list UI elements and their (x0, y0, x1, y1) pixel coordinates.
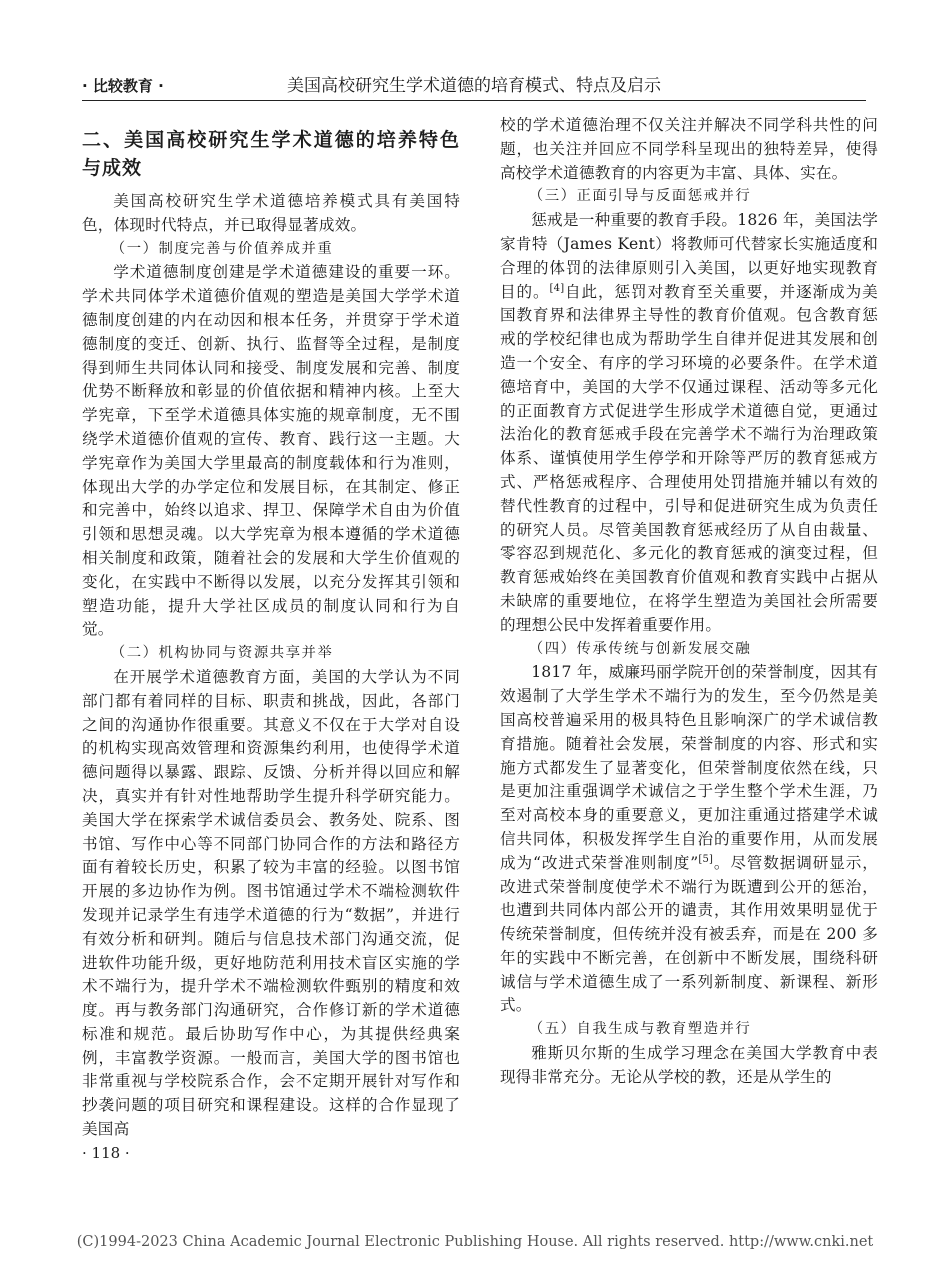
paragraph-sub4-part2: 。尽管数据调研显示，改进式荣誉制度使学术不端行为既遭到公开的惩治，也遭到共同体内部公开的谴责，其作用效果明显优于传统荣誉制度，但传统并没有被丢弃，而是在 200 多年的实践中不断完善，在创新中不断发展，围绕科研诚信与学术道德生成了一系列新制度、新课程、新形式。 (500, 853, 878, 1015)
header-rule (82, 100, 866, 101)
subsection-heading-5: （五）自我生成与教育塑造并行 (528, 1021, 752, 1038)
paragraph-sub3-part2: 自此，惩罚对教育至关重要，并逐渐成为美国教育界和法律界主导性的教育价值观。包含教育惩戒的学校纪律也成为帮助学生自律并促进其发展和创造一个安全、有序的学习环境的必要条件。在学术道德培育中，美国的大学不仅通过课程、活动等多元化的正面教育方式促进学生形成学术道德自觉，更通过法治化的教育惩戒手段在完善学术不端行为治理政策体系、谨慎使用学生停学和开除等严厉的教育惩戒方式、严格惩戒程序、合理使用处罚措施并辅以有效的替代性教育的过程中，引导和促进研究生成为负责任的研究人员。尽管美国教育惩戒经历了从自由裁量、零容忍到规范化、多元化的教育惩戒的演变过程，但教育惩戒始终在美国教育价值观和教育实践中占据从未缺席的重要地位，在将学生塑造为美国社会所需要的理想公民中发挥着重要作用。 (500, 282, 878, 634)
paragraph-sub4-part1: 1817 年，威廉玛丽学院开创的荣誉制度，因其有效遏制了大学生学术不端行为的发生，至今仍然是美国高校普遍采用的极具特色且影响深广的学术诚信教育措施。随着社会发展，荣誉制度的内容、形式和实施方式都发生了显著变化，但荣誉制度依然在线，只是更加注重强调学术诚信之于学生整个学术生涯，乃至对高校本身的重要意义，更加注重通过搭建学术诚信共同体，积极发挥学生自治的重要作用，从而发展成为“改进式荣誉准则制度” (500, 663, 878, 872)
paragraph-sub3-part1: 惩戒是一种重要的教育手段。1826 年，美国法学家肯特（James Kent）将教师可代替家长实施适度和合理的体罚的法律原则引入美国，以更好地实现教育目的。 (500, 211, 878, 301)
section-title: 二、美国高校研究生学术道德的培养特色与成效 (82, 129, 460, 179)
subsection-heading-3: （三）正面引导与反面惩戒并行 (528, 188, 752, 205)
running-header (82, 74, 866, 98)
page-number: · 118 · (82, 1144, 130, 1162)
journal-section-label: · 比较教育 · (82, 77, 164, 95)
intro-paragraph: 美国高校研究生学术道德培养模式具有美国特色，体现时代特点，并已取得显著成效。 (82, 192, 460, 234)
copyright-notice: (C)1994-2023 China Academic Journal Electronic Publishing House. All rights reserved. http://www.cnki.net (76, 1234, 874, 1250)
paragraph-sub3 (500, 209, 878, 637)
subsection-heading-1: （一）制度完善与价值养成并重 (110, 240, 334, 257)
paragraph-sub5: 雅斯贝尔斯的生成学习理念在美国大学教育中表现得非常充分。无论从学校的教，还是从学生的 (500, 1044, 878, 1086)
right-column (500, 114, 878, 1090)
paragraph-sub2: 在开展学术道德教育方面，美国的大学认为不同部门都有着同样的目标、职责和挑战，因此，各部门之间的沟通协作很重要。其意义不仅在于大学对自设的机构实现高效管理和资源集约利用，也使得学术道德问题得以暴露、跟踪、反馈、分析并得以回应和解决，真实并有针对性地帮助学生提升科学研究能力。美国大学在探索学术诚信委员会、教务处、院系、图书馆、写作中心等不同部门协同合作的方法和路径方面有着较长历史，积累了较为丰富的经验。以图书馆开展的多边协作为例。图书馆通过学术不端检测软件发现并记录学生有违学术道德的行为“数据”，并进行有效分析和研判。随后与信息技术部门沟通交流，促进软件功能升级，更好地防范利用技术盲区实施的学术不端行为，提升学术不端检测软件甄别的精度和效度。再与教务部门沟通研究，合作修订新的学术道德标准和规范。最后协助写作中心，为其提供经典案例，丰富教学资源。一般而言，美国大学的图书馆也非常重视与学校院系合作，会不定期开展针对写作和抄袭问题的项目研究和课程建设。这样的合作显现了美国高 (82, 667, 460, 1139)
subsection-heading-4: （四）传承传统与创新发展交融 (528, 640, 752, 657)
citation-5: [5] (698, 853, 714, 865)
citation-4: [4] (549, 282, 565, 294)
running-title: 美国高校研究生学术道德的培育模式、特点及启示 (287, 76, 661, 96)
paragraph-sub1: 学术道德制度创建是学术道德建设的重要一环。学术共同体学术道德价值观的塑造是美国大学学术道德制度创建的内在动因和根本任务，并贯穿于学术道德制度的变迁、创新、执行、监督等全过程，是制度得到师生共同体认同和接受、制度发展和完善、制度优势不断释放和彰显的价值依据和精神内核。上至大学宪章，下至学术道德具体实施的规章制度，无不围绕学术道德价值观的宣传、教育、践行这一主题。大学宪章作为美国大学里最高的制度载体和行为准则，体现出大学的办学定位和发展目标，在其制定、修正和完善中，始终以追求、捍卫、保障学术自由为价值引领和思想灵魂。以大学宪章为根本遵循的学术道德相关制度和政策，随着社会的发展和大学生价值观的变化，在实践中不断得以发展，以充分发挥其引领和塑造功能，提升大学社区成员的制度认同和行为自觉。 (82, 263, 460, 639)
continued-paragraph: 校的学术道德治理不仅关注并解决不同学科共性的问题，也关注并回应不同学科呈现出的独特差异，使得高校学术道德教育的内容更为丰富、具体、实在。 (500, 116, 878, 182)
paragraph-sub4 (500, 661, 878, 1018)
left-column (82, 112, 460, 1142)
subsection-heading-2: （二）机构协同与资源共享并举 (110, 645, 334, 662)
